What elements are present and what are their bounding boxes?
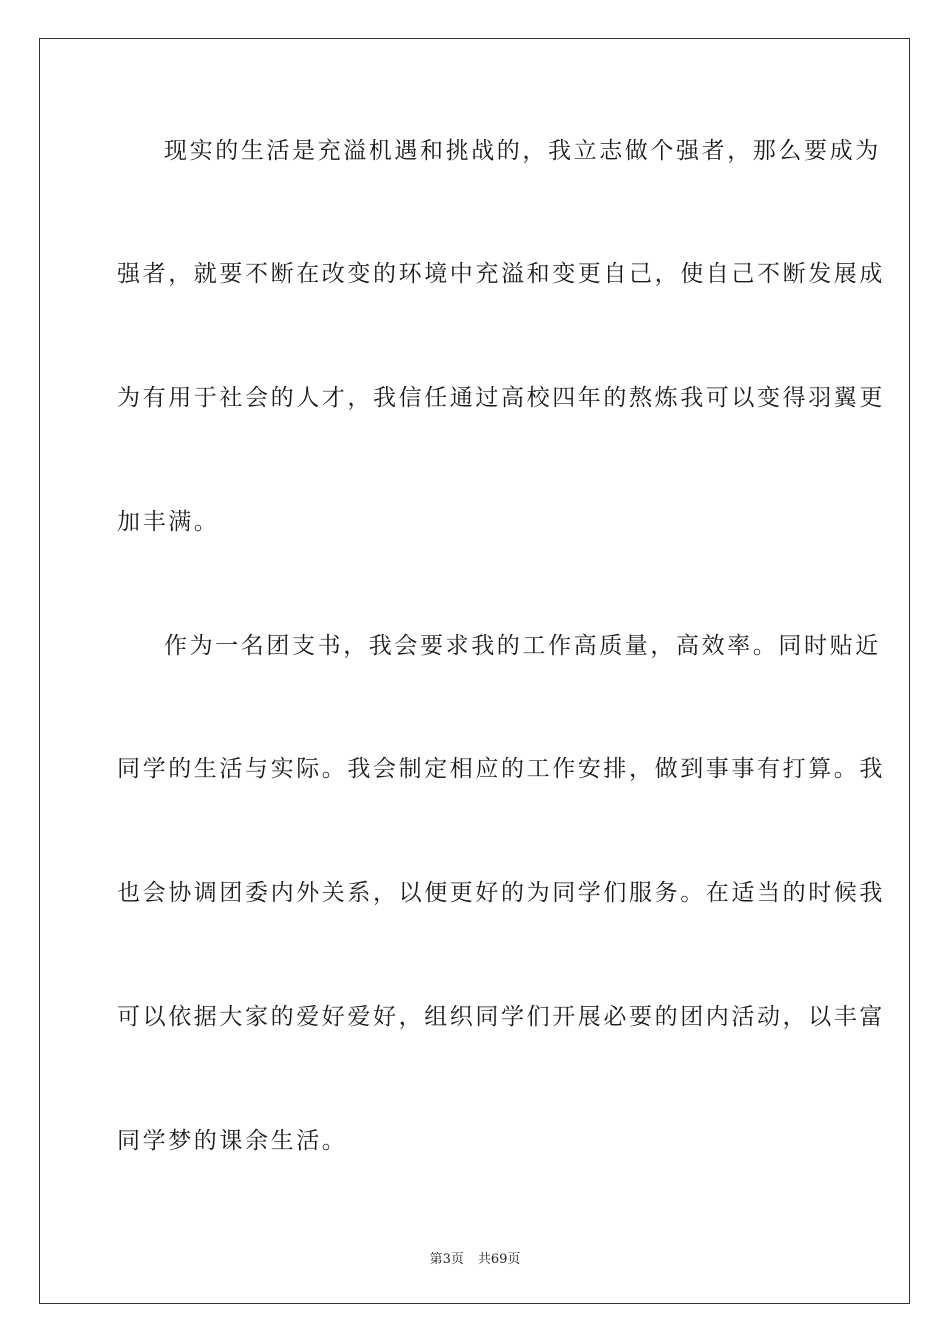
page-footer — [0, 1248, 950, 1267]
paragraph-2-line-4: 可以依据大家的爱好爱好，组织同学们开展必要的团内活动，以丰富 — [117, 1004, 885, 1030]
paragraph-2-line-3: 也会协调团委内外关系，以便更好的为同学们服务。在适当的时候我 — [117, 880, 885, 906]
current-page-label: 第3页 — [429, 1252, 464, 1267]
total-pages-label: 共69页 — [477, 1252, 521, 1267]
page-border — [39, 38, 910, 1304]
paragraph-2-line-1: 作为一名团支书，我会要求我的工作高质量，高效率。同时贴近 — [164, 633, 881, 659]
paragraph-2-line-5: 同学梦的课余生活。 — [117, 1128, 348, 1154]
paragraph-1-line-4: 加丰满。 — [117, 509, 220, 535]
paragraph-1-line-3: 为有用于社会的人才，我信任通过高校四年的熬炼我可以变得羽翼更 — [117, 385, 885, 411]
paragraph-1-line-1: 现实的生活是充溢机遇和挑战的，我立志做个强者，那么要成为 — [164, 138, 881, 164]
paragraph-2-line-2: 同学的生活与实际。我会制定相应的工作安排，做到事事有打算。我 — [117, 756, 885, 782]
paragraph-1-line-2: 强者，就要不断在改变的环境中充溢和变更自己，使自己不断发展成 — [117, 261, 885, 287]
